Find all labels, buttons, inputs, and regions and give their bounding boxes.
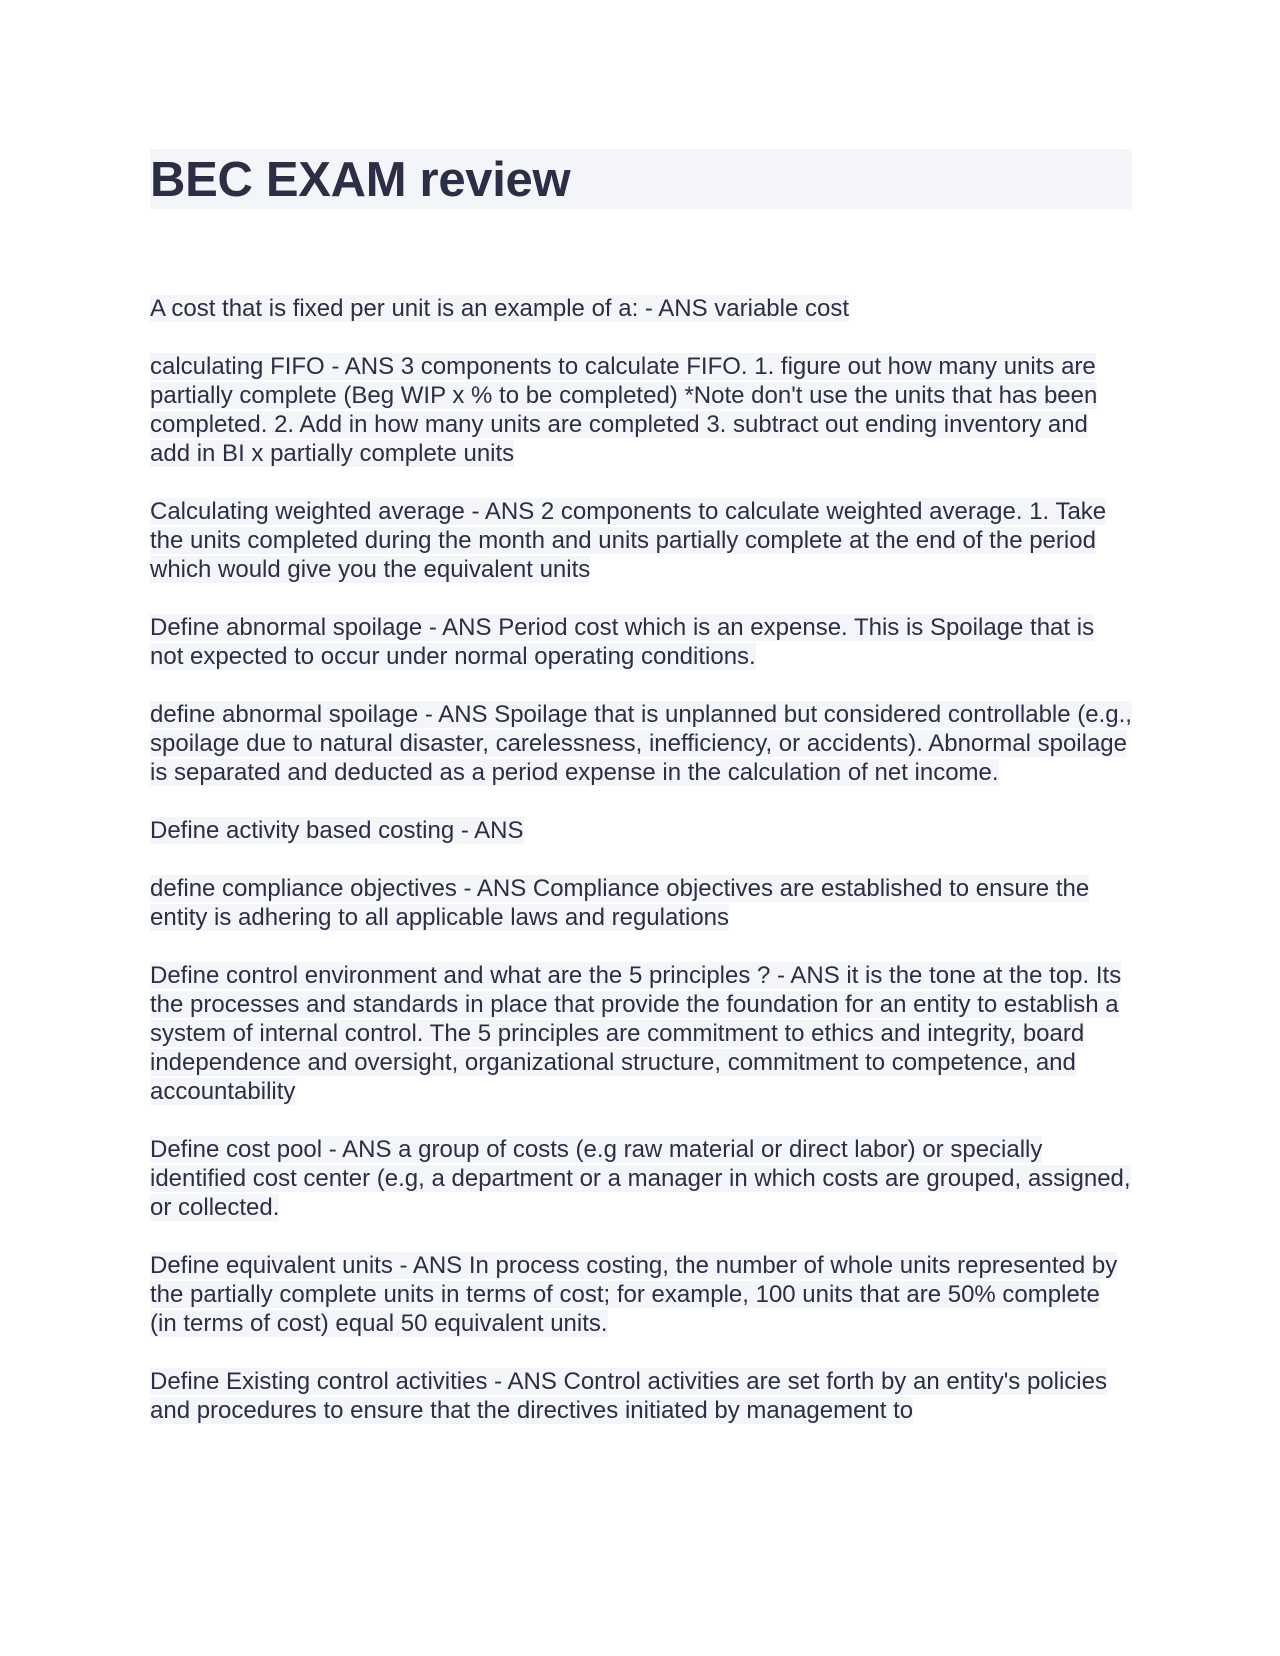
qa-entry-text: Calculating weighted average - ANS 2 components to calculate weighted average. 1. Take the units completed during the month and units partially complete at the end of the period which would give you the equivalent units xyxy=(150,498,1107,583)
qa-entry-text: Define equivalent units - ANS In process costing, the number of whole units represented by the partially complete units in terms of cost; for example, 100 units that are 50% complete (in terms of cost) equal 50 equivalent units. xyxy=(150,1252,1118,1337)
document-title: BEC EXAM review xyxy=(150,153,571,207)
qa-entry-text: calculating FIFO - ANS 3 components to calculate FIFO. 1. figure out how many units are partially complete (Beg WIP x % to be completed) *Note don't use the units that has been completed. 2. Add in how many units are completed 3. subtract out ending inventory and add in BI x partially complete units xyxy=(150,353,1098,467)
qa-entry-text: Define activity based costing - ANS xyxy=(150,817,524,844)
qa-entry xyxy=(150,700,1132,787)
qa-entry-text: Define Existing control activities - ANS Control activities are set forth by an entity's policies and procedures to ensure that the directives initiated by management to xyxy=(150,1368,1107,1424)
qa-entry xyxy=(150,874,1132,932)
qa-entry xyxy=(150,816,1132,845)
qa-entry xyxy=(150,613,1132,671)
title-banner xyxy=(150,149,1132,209)
qa-entry xyxy=(150,352,1132,468)
qa-entry xyxy=(150,497,1132,584)
qa-entry xyxy=(150,961,1132,1106)
qa-entry-text: define abnormal spoilage - ANS Spoilage that is unplanned but considered controllable (e.g., spoilage due to natural disaster, carelessness, inefficiency, or accidents). Abnormal spoilage is separated and deducted as a period expense in the calculation of net income. xyxy=(150,701,1132,786)
qa-entry-text: define compliance objectives - ANS Compliance objectives are established to ensure the entity is adhering to all applicable laws and regulations xyxy=(150,875,1090,931)
qa-entry-text: Define abnormal spoilage - ANS Period cost which is an expense. This is Spoilage that is not expected to occur under normal operating conditions. xyxy=(150,614,1095,670)
qa-entry-text: Define cost pool - ANS a group of costs (e.g raw material or direct labor) or specially identified cost center (e.g, a department or a manager in which costs are grouped, assigned, or collected. xyxy=(150,1136,1131,1221)
qa-entry xyxy=(150,1367,1132,1425)
qa-entry xyxy=(150,294,1132,323)
qa-list xyxy=(150,294,1132,1425)
qa-entry xyxy=(150,1251,1132,1338)
qa-entry-text: A cost that is fixed per unit is an example of a: - ANS variable cost xyxy=(150,295,850,322)
document-page xyxy=(150,149,1132,1454)
qa-entry xyxy=(150,1135,1132,1222)
qa-entry-text: Define control environment and what are the 5 principles ? - ANS it is the tone at the top. Its the processes and standards in place that provide the foundation for an entity to establish a system of internal control. The 5 principles are commitment to ethics and integrity, board independence and oversight, organizational structure, commitment to competence, and accountability xyxy=(150,962,1122,1105)
